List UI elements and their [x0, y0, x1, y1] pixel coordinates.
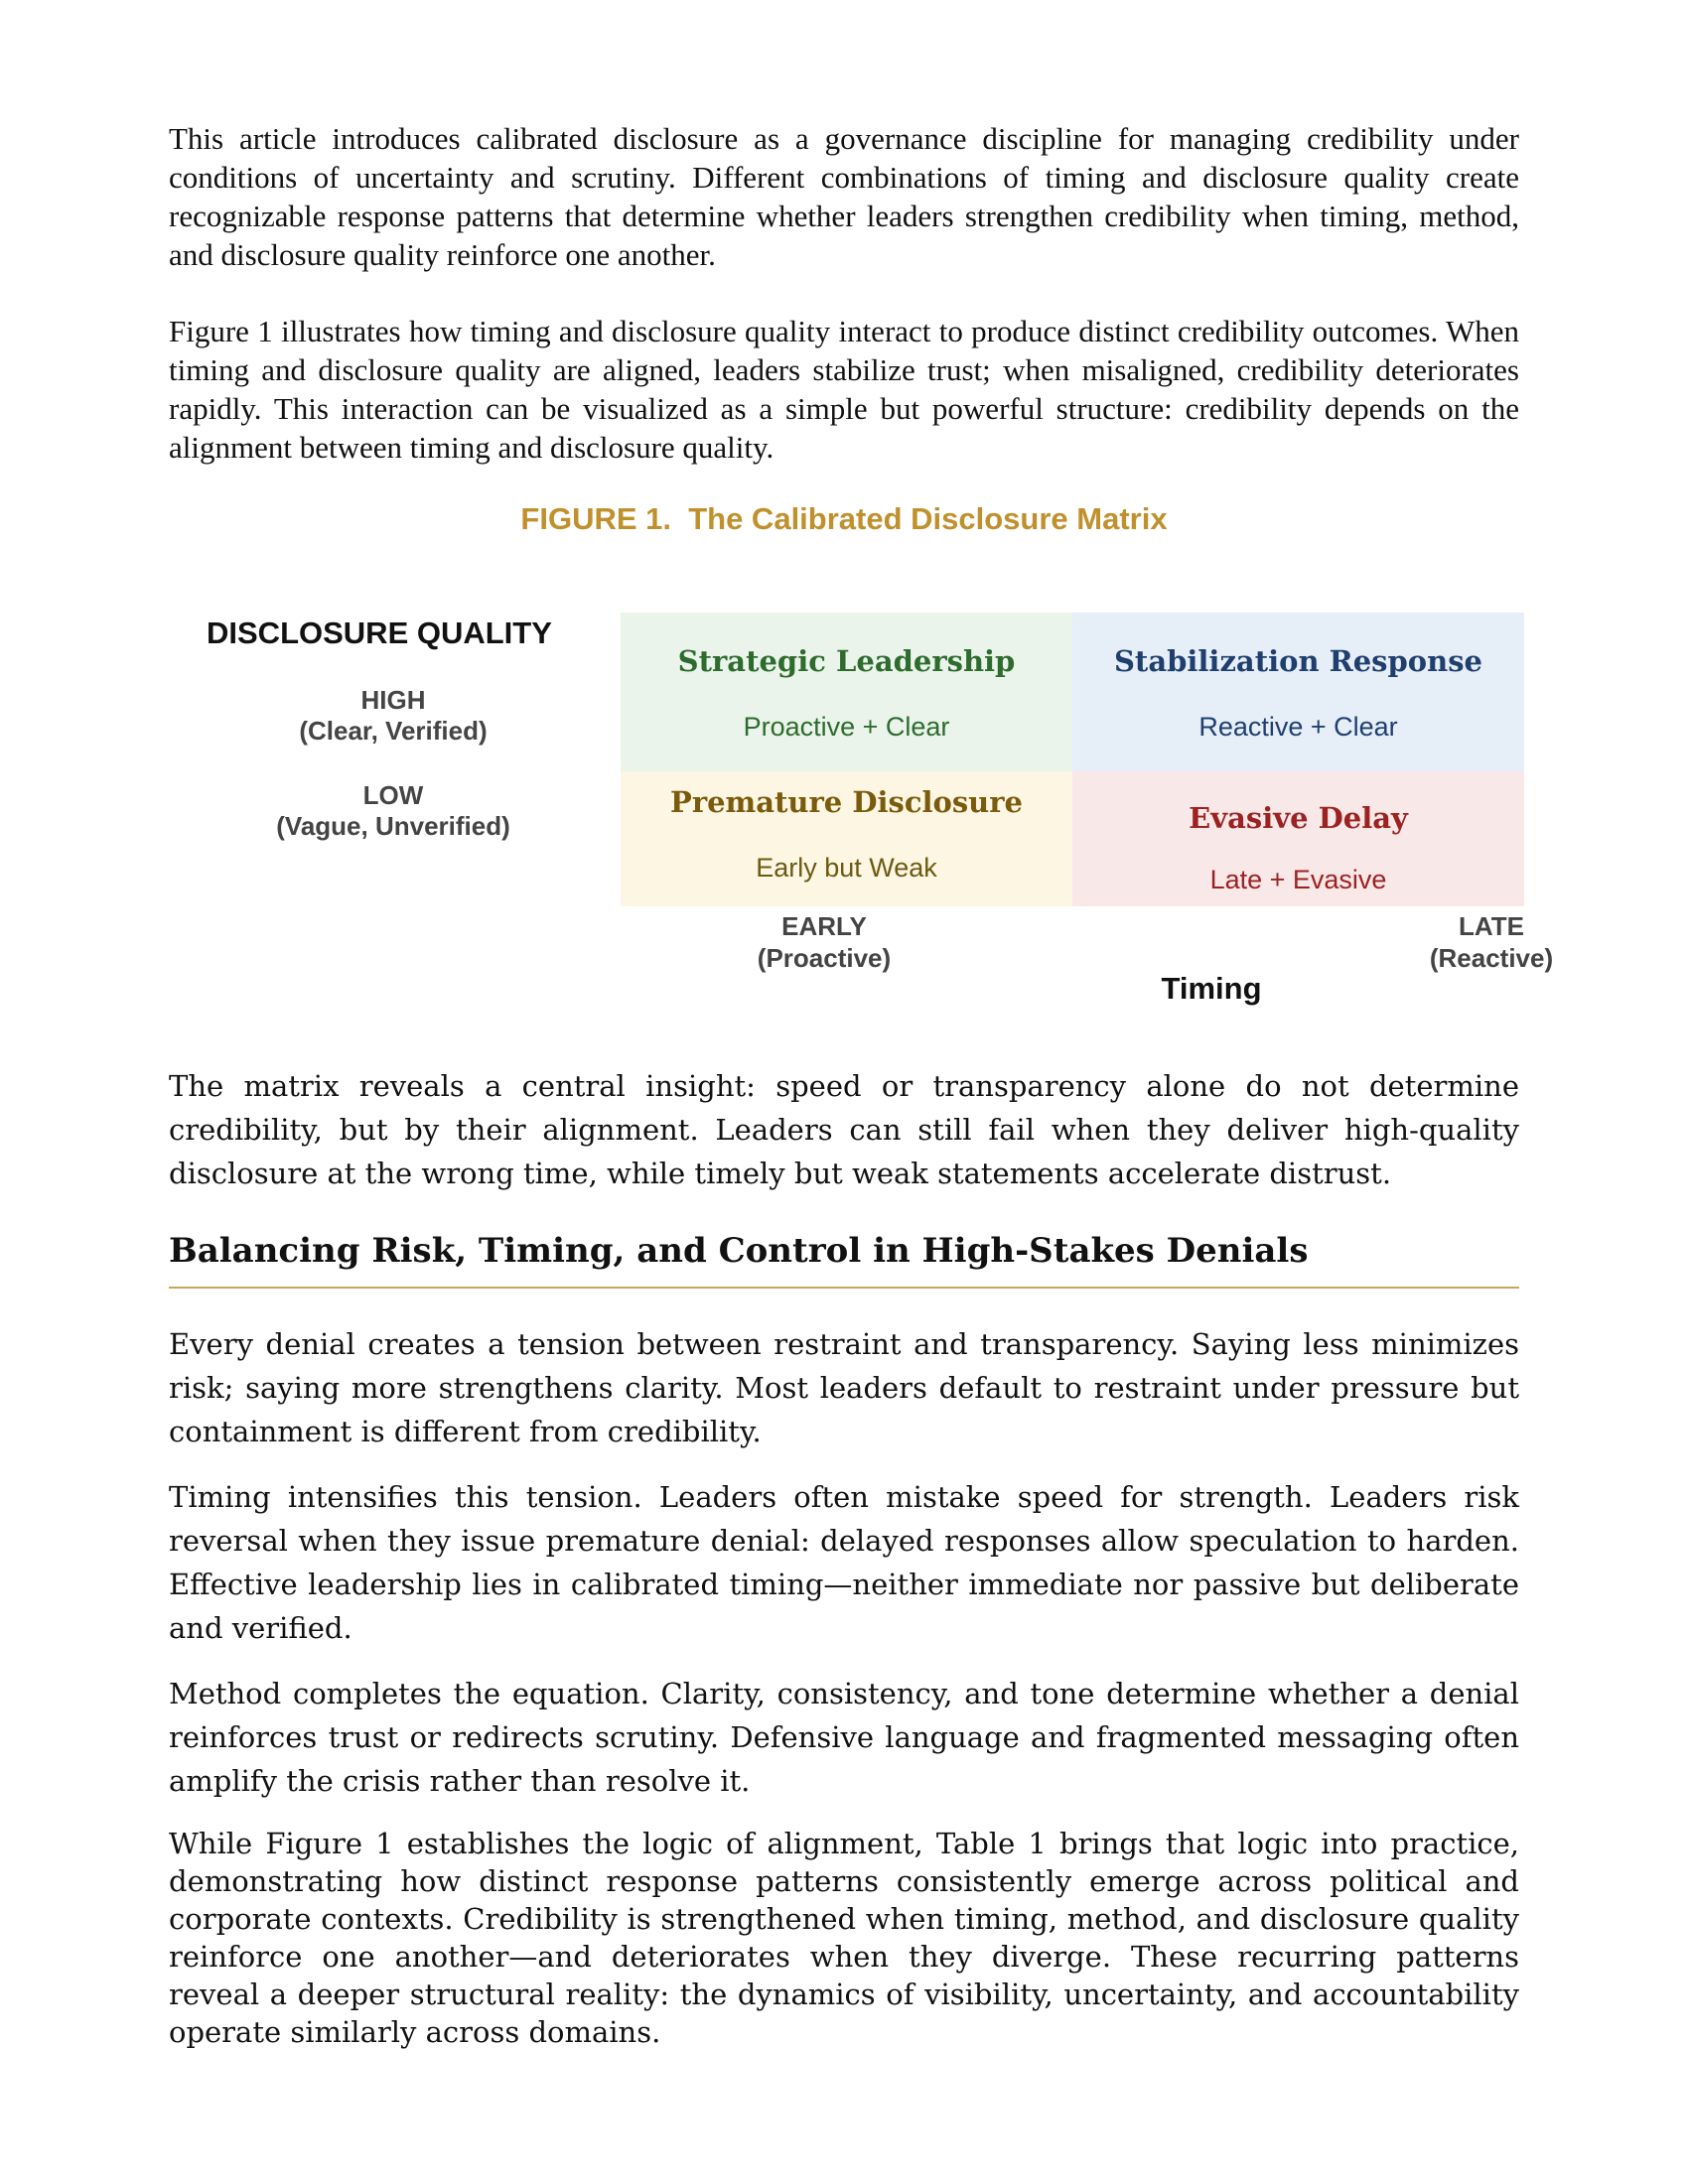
section-paragraph: While Figure 1 establishes the logic of alignment, Table 1 brings that logic into practice, demonstrating how distinct response patterns consistently emerge across political and corporate contexts. Credibility is strengthened when timing, method, and disclosure quality reinforce one another—and deteriorates when they diverge. These recurring patterns reveal a deeper structural reality: the dynamics of visibility, uncertainty, and accountability operate similarly across domains. — [169, 1827, 1519, 2049]
cell-subtitle: Proactive + Clear — [743, 712, 950, 742]
cell-strategic-leadership — [621, 613, 1072, 771]
section-heading: Balancing Risk, Timing, and Control in High-Stakes Denials — [169, 1229, 1519, 1289]
section-paragraph: Every denial creates a tension between restraint and transparency. Saying less minimizes risk; saying more strengthens clarity. Most leaders default to restraint under pressure but containment is different from credibility. — [169, 1327, 1519, 1448]
cell-stabilization-response — [1072, 613, 1524, 771]
section-paragraph: Method completes the equation. Clarity, consistency, and tone determine whether a denial reinforces trust or redirects scrutiny. Defensive language and fragmented messaging often amplify the crisis rather than resolve it. — [169, 1677, 1519, 1798]
matrix-insight-paragraph: The matrix reveals a central insight: speed or transparency alone do not determine credibility, but by their alignment. Leaders can still fail when they deliver high-quality disclosure at the wrong time, while timely but weak statements accelerate distrust. — [169, 1069, 1519, 1190]
document-page — [169, 119, 1554, 2049]
early-label: EARLY — [781, 911, 867, 941]
figure-caption: FIGURE 1. The Calibrated Disclosure Matrix — [520, 501, 1168, 536]
cell-subtitle: Early but Weak — [756, 853, 937, 883]
high-description: (Clear, Verified) — [299, 716, 488, 746]
disclosure-quality-axis-title: DISCLOSURE QUALITY — [207, 615, 552, 650]
high-quality-label — [234, 685, 552, 747]
early-timing-label — [665, 910, 983, 974]
matrix-grid — [621, 613, 1524, 906]
cell-subtitle: Late + Evasive — [1209, 865, 1387, 894]
cell-title: Stabilization Response — [1113, 644, 1482, 678]
late-description: (Reactive) — [1429, 943, 1554, 973]
cell-subtitle: Reactive + Clear — [1198, 712, 1398, 742]
cell-title: Strategic Leadership — [677, 644, 1016, 678]
intro-paragraph-1: This article introduces calibrated disclosure as a governance discipline for managing credibility under conditions of uncertainty and scrutiny. Different combinations of timing and disclosure quality create recognizable response patterns that determine whether leaders strengthen credibility when timing, method, and disclosure quality reinforce one another. — [169, 121, 1519, 272]
section-body — [169, 1322, 1519, 2073]
low-description: (Vague, Unverified) — [276, 811, 510, 841]
cell-title: Premature Disclosure — [670, 785, 1023, 819]
cell-title: Evasive Delay — [1189, 801, 1408, 835]
low-quality-label — [234, 780, 552, 842]
cell-evasive-delay — [1072, 771, 1524, 906]
early-description: (Proactive) — [757, 943, 892, 973]
late-label: LATE — [1459, 911, 1524, 941]
intro-paragraph-2: Figure 1 illustrates how timing and disclosure quality interact to produce distinct credibility outcomes. When timing and disclosure quality are aligned, leaders stabilize trust; when misaligned, credibility deteriorates rapidly. This interaction can be visualized as a simple but powerful structure: credibility depends on the alignment between timing and disclosure quality. — [169, 314, 1519, 465]
high-label: HIGH — [360, 685, 426, 715]
section-paragraph: Timing intensifies this tension. Leaders often mistake speed for strength. Leaders risk reversal when they issue premature denial: delayed responses allow speculation to harden. Effective leadership lies in calibrated timing—neither immediate nor passive but deliberate and verified. — [169, 1480, 1519, 1645]
timing-axis-title: Timing — [1161, 971, 1262, 1006]
late-timing-label — [1333, 910, 1650, 974]
cell-premature-disclosure — [621, 771, 1072, 906]
low-label: LOW — [362, 780, 424, 810]
